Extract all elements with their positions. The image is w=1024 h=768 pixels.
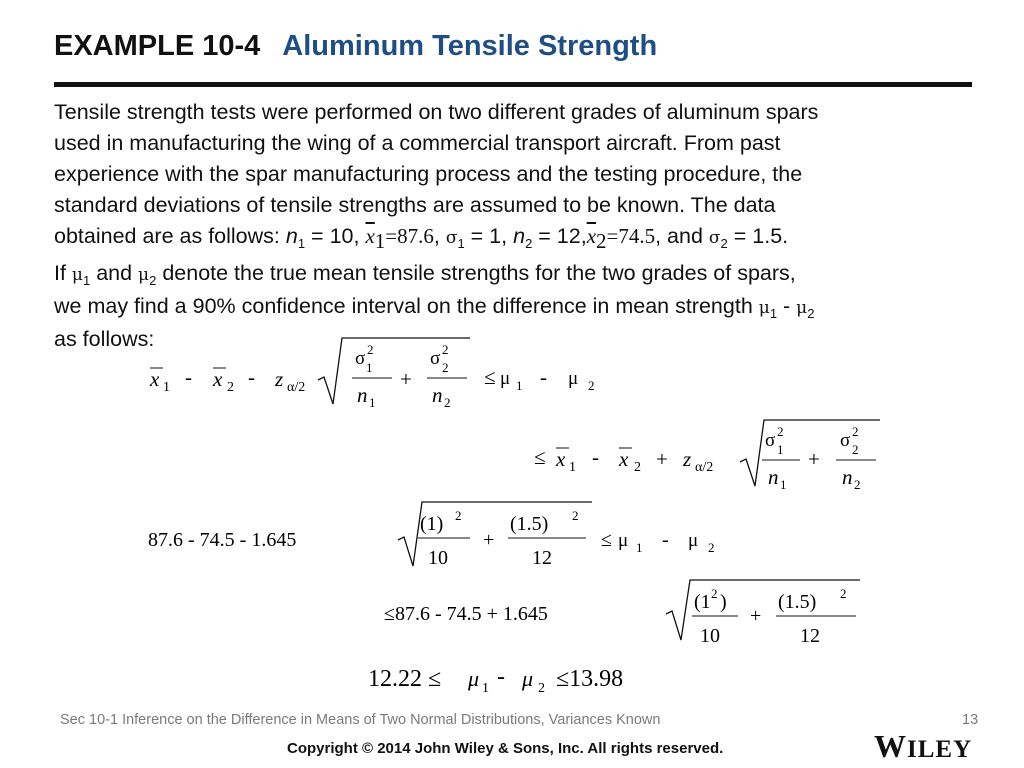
sigma2-value: = 1.5.	[733, 224, 789, 248]
x1-bar-symbol: $\overline{x}$	[365, 224, 375, 248]
svg-text:1: 1	[516, 378, 523, 393]
svg-text:1: 1	[777, 442, 784, 457]
svg-text:≤: ≤	[534, 445, 546, 469]
interval-upper: ≤13.98	[556, 666, 624, 692]
svg-text:2: 2	[444, 395, 451, 410]
example-label: EXAMPLE 10-4	[54, 30, 261, 62]
x2-bar-symbol: $\overline{x}$	[586, 224, 597, 248]
svg-text:+: +	[483, 529, 495, 551]
logo-rest: ILEY	[907, 736, 973, 763]
svg-text:σ: σ	[430, 348, 441, 369]
svg-text:2: 2	[588, 378, 595, 393]
publisher-logo	[874, 728, 972, 765]
text-segment: , and	[655, 224, 709, 248]
svg-text:μ: μ	[468, 666, 480, 691]
svg-text:12: 12	[800, 625, 820, 647]
interval-lower: 12.22 ≤	[368, 666, 442, 692]
svg-text:α/2: α/2	[695, 460, 714, 475]
paragraph-line-7: we may find a 90% confidence interval on the difference in mean strength $\mu_1 - \mu_2$	[54, 294, 815, 321]
equation-4	[384, 580, 860, 647]
page-number: 13	[962, 712, 979, 728]
svg-text:μ: μ	[500, 368, 511, 389]
x2-value: =74.5	[606, 224, 656, 248]
svg-text:μ: μ	[568, 368, 579, 389]
paragraph-line-2: used in manufacturing the wing of a commercial transport aircraft. From past	[54, 131, 781, 155]
eq3-constants: 87.6 - 74.5 - 1.645	[148, 529, 297, 551]
svg-text:σ: σ	[765, 430, 776, 451]
text-segment: If	[54, 261, 72, 285]
n2-value: = 12,	[532, 224, 587, 248]
text-segment: and	[90, 261, 139, 285]
footer-section-label: Sec 10-1 Inference on the Difference in Means of Two Normal Distributions, Variances Known	[60, 712, 661, 728]
svg-text:+: +	[750, 605, 762, 627]
svg-text:10: 10	[700, 625, 720, 647]
svg-text:2: 2	[538, 681, 545, 696]
text-segment: we may find a 90% confidence interval on the difference in mean strength	[54, 294, 759, 318]
svg-text:2: 2	[840, 586, 847, 601]
svg-text:1: 1	[163, 380, 170, 395]
svg-text:μ: μ	[688, 530, 699, 551]
eq4-constants: ≤87.6 - 74.5 + 1.645	[384, 603, 548, 625]
mu2-symbol: μ	[796, 298, 808, 318]
svg-text:n: n	[432, 383, 443, 407]
eq3-denominator-1: 10	[428, 547, 448, 569]
svg-text:x: x	[556, 447, 566, 471]
equation-2	[534, 420, 880, 492]
svg-text:1: 1	[569, 460, 576, 475]
eq3-denominator-2: 12	[532, 547, 552, 569]
paragraph-line-6: If $\mu_1$ and $\mu_2$ denote the true mean tensile strengths for the two grades of spars,	[54, 261, 796, 288]
svg-text:2: 2	[852, 442, 859, 457]
svg-text:2: 2	[367, 342, 374, 357]
svg-text:2: 2	[711, 586, 718, 601]
n1-variable: n	[285, 224, 298, 248]
example-name: Aluminum Tensile Strength	[282, 30, 658, 62]
paragraph-line-3: experience with the spar manufacturing process and the testing procedure, the	[54, 162, 803, 186]
svg-text:n: n	[357, 383, 368, 407]
svg-text:2: 2	[455, 508, 462, 523]
paragraph-line-5: obtained are as follows: $n_1 = 10$, $\overline{x}1=87.6$, $\sigma_1 = 1$, $n_2 = 12,\overline{x}2=74.5$, and $\sigma_2 = 1.5$.	[54, 224, 789, 253]
svg-text:2: 2	[708, 540, 715, 555]
n1-value: = 10,	[305, 224, 366, 248]
n2-variable: n	[513, 224, 526, 248]
svg-text:+: +	[400, 367, 412, 391]
svg-text:-: -	[248, 365, 255, 389]
svg-text:2: 2	[634, 460, 641, 475]
svg-text:1: 1	[369, 395, 376, 410]
paragraph-line-8: as follows:	[54, 327, 155, 351]
svg-text:-: -	[592, 445, 599, 469]
svg-text:): )	[720, 591, 727, 613]
x1-value: =87.6	[385, 224, 434, 248]
svg-text:n: n	[768, 465, 779, 489]
svg-text:1: 1	[636, 540, 643, 555]
svg-text:2: 2	[777, 424, 784, 439]
svg-text:-: -	[497, 664, 505, 690]
mu1-symbol: μ	[71, 265, 83, 285]
svg-text:+: +	[656, 447, 668, 471]
svg-text:2: 2	[442, 342, 449, 357]
svg-text:1: 1	[366, 360, 373, 375]
sigma1-symbol: σ	[445, 228, 458, 248]
svg-text:1: 1	[780, 477, 787, 492]
svg-text:σ: σ	[355, 348, 366, 369]
svg-text:x: x	[213, 367, 223, 391]
mu1-symbol: μ	[758, 298, 770, 318]
svg-text:2: 2	[852, 424, 859, 439]
svg-text:z: z	[275, 367, 284, 391]
svg-text:≤: ≤	[601, 529, 612, 551]
svg-text:≤: ≤	[484, 365, 496, 389]
final-interval	[368, 664, 623, 696]
mu2-symbol: μ	[138, 265, 150, 285]
svg-text:z: z	[683, 447, 692, 471]
svg-text:-: -	[662, 529, 669, 551]
svg-text:(1.5): (1.5)	[778, 591, 817, 613]
svg-text:α/2: α/2	[287, 380, 306, 395]
svg-text:x: x	[150, 367, 160, 391]
svg-text:2: 2	[572, 508, 579, 523]
svg-text:1: 1	[482, 681, 489, 696]
svg-text:μ: μ	[522, 666, 534, 691]
text-segment: obtained are as follows:	[54, 224, 286, 248]
svg-text:σ: σ	[840, 430, 851, 451]
svg-text:+: +	[808, 447, 820, 471]
equation-3	[148, 502, 715, 569]
equation-1	[149, 338, 595, 410]
svg-text:-: -	[185, 365, 192, 389]
text-segment: -	[777, 294, 797, 318]
text-segment: denote the true mean tensile strengths for the two grades of spars,	[156, 261, 796, 285]
svg-text:n: n	[842, 465, 853, 489]
paragraph-line-1: Tensile strength tests were performed on two different grades of aluminum spars	[54, 100, 819, 124]
copyright-notice: Copyright © 2014 John Wiley & Sons, Inc. All rights reserved.	[287, 740, 724, 757]
eq3-numerator-1: (1)	[420, 513, 444, 535]
eq3-numerator-2: (1.5)	[510, 513, 549, 535]
svg-text:(1: (1	[694, 591, 711, 613]
svg-text:2: 2	[227, 380, 234, 395]
paragraph-line-4: standard deviations of tensile strengths are assumed to be known. The data	[54, 193, 776, 217]
sigma2-symbol: σ	[708, 228, 721, 248]
sigma1-value: = 1,	[470, 224, 514, 248]
svg-text:2: 2	[442, 360, 449, 375]
svg-text:x: x	[619, 447, 629, 471]
svg-text:2: 2	[854, 477, 861, 492]
logo-first-letter: W	[874, 728, 907, 764]
svg-text:-: -	[540, 365, 547, 389]
svg-text:μ: μ	[618, 530, 629, 551]
